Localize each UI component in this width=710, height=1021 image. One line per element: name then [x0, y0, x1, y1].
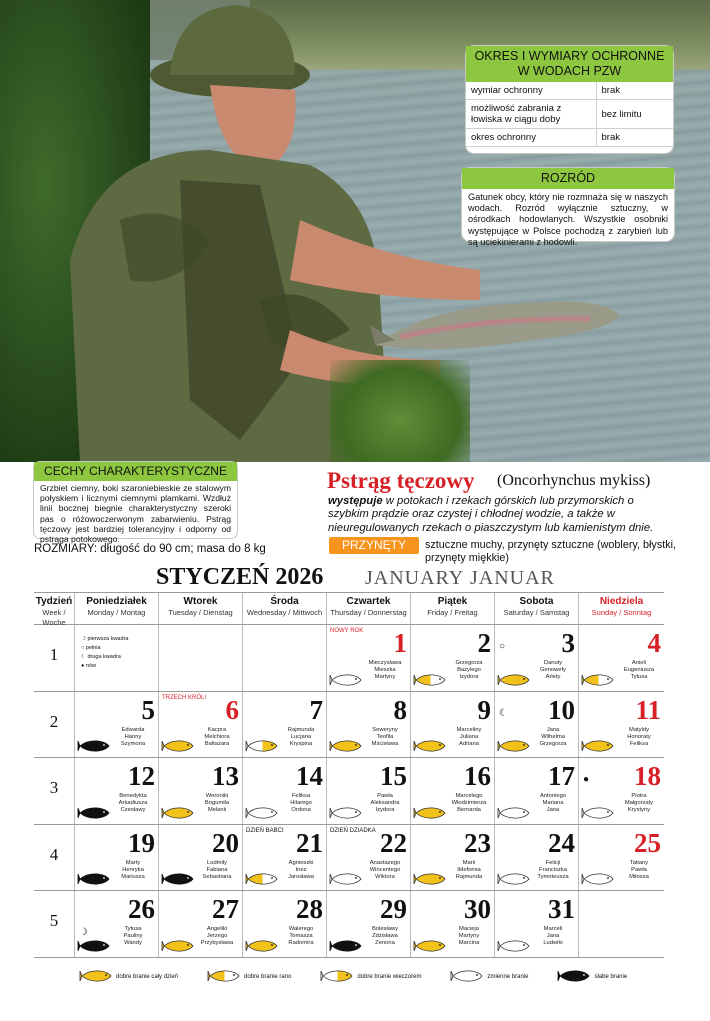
day-cell[interactable]	[495, 758, 579, 824]
name-day: Walerego Tomasza Radomira	[288, 926, 314, 946]
day-cell[interactable]	[495, 625, 579, 691]
day-cell[interactable]	[159, 625, 243, 691]
name-day: Agnieszki Inez Jarosława	[287, 859, 315, 880]
header-day-sub: Sunday / Sonntag	[591, 608, 652, 617]
name-day: Matyldy Honoraty Feliksa	[627, 726, 651, 747]
week-number: 1	[34, 625, 75, 691]
moon-legend-item: ○ pełnia	[81, 645, 101, 651]
day-number: 6	[225, 694, 239, 725]
calendar-header	[34, 592, 664, 625]
day-number: 16	[464, 761, 491, 791]
day-number: 26	[128, 894, 155, 924]
fish-latin-name: (Oncorhynchus mykiss)	[497, 472, 651, 489]
week-row	[34, 758, 664, 825]
name-day: Antoniego Mariana Jana	[539, 793, 567, 813]
header-day-sub: Monday / Montag	[87, 608, 146, 617]
day-number: 24	[548, 827, 575, 858]
legend-label: zmienne branie	[487, 974, 529, 980]
table-row	[466, 100, 673, 129]
header-cell	[159, 593, 243, 624]
name-day: Felicji Franciszka Tymoteusza	[537, 859, 569, 880]
header-cell	[34, 593, 75, 627]
foliage-bottom	[330, 360, 470, 462]
legend-label: dobre branie cały dzień	[116, 974, 179, 980]
header-cell	[411, 593, 495, 624]
name-day: Seweryny Teofila Mścisława	[371, 726, 399, 747]
name-day: Bolesławy Zdzisława Zenona	[371, 926, 399, 946]
name-day: Danuty Genowefy Arlety	[539, 660, 567, 680]
name-day: Grzegorza Bazylego Izydora	[455, 660, 483, 680]
fish-bite-icon	[162, 806, 194, 818]
day-number: 17	[548, 761, 575, 791]
fish-bite-icon	[162, 739, 194, 751]
fish-bite-icon	[414, 739, 446, 751]
fish-bite-icon	[78, 739, 110, 751]
name-day: Pawła Aleksandra Izydora	[370, 793, 400, 813]
name-day: Marceliny Juliana Adriana	[456, 726, 482, 747]
fish-bite-icon	[582, 739, 614, 751]
legend-label: dobre branie rano	[244, 974, 292, 980]
legend-label: dobre branie wieczorem	[357, 974, 422, 980]
day-cell[interactable]	[579, 825, 664, 891]
moon-legend	[81, 635, 128, 671]
habitat-text	[328, 495, 668, 535]
name-day: Tatiany Pawła Miłosza	[629, 859, 649, 880]
header-cell	[495, 593, 579, 624]
day-cell[interactable]	[159, 891, 243, 957]
fish-legend-icon	[451, 970, 483, 984]
name-day: Kacpra Melchiora Baltazara	[204, 726, 230, 747]
day-cell[interactable]	[495, 825, 579, 891]
fish-bite-icon	[582, 806, 614, 818]
header-cell	[579, 593, 664, 624]
habitat-keyword: występuje	[328, 495, 383, 507]
name-day: Edwarda Hanny Szymona	[120, 726, 146, 747]
holiday-label: NOWY ROK	[330, 628, 364, 634]
header-day-name: Poniedziałek	[86, 596, 147, 607]
day-cell[interactable]	[243, 625, 327, 691]
table-row	[466, 129, 673, 147]
spawning-text: Gatunek obcy, który nie rozmnaża się w naszych wodach. Rozród wyłącznie sztuczny, w ośrodkach hodowlanych. Wszystkie osobniki występujące w Polsce pochodzą z zarybień lub są uciekinierami z hodowli.	[468, 192, 668, 247]
day-number: 27	[212, 894, 239, 924]
fish-bite-icon	[498, 939, 530, 951]
legend-label: słabe branie	[594, 974, 628, 980]
name-day: Marcelego Włodzimierza Bernarda	[451, 793, 487, 813]
day-cell[interactable]	[243, 825, 327, 891]
day-number: 13	[212, 761, 239, 791]
name-day: Mieczysława Mieszka Martyny	[368, 660, 402, 680]
month-title-de: JANUAR	[470, 567, 555, 589]
moon-phase-icon: ○	[499, 641, 506, 652]
day-number: 1	[393, 628, 407, 658]
header-day-sub: Week / Woche	[42, 608, 66, 627]
name-day: Anieli Eugeniusza Tytusa	[623, 660, 655, 680]
fish-bite-icon	[330, 872, 362, 884]
day-number: 19	[128, 827, 155, 858]
day-cell[interactable]	[159, 758, 243, 824]
header-day-name: Sobota	[519, 596, 554, 607]
day-number: 3	[561, 628, 575, 658]
fish-bite-icon	[498, 806, 530, 818]
name-day: Benedykta Arkadiusza Czesławy	[118, 793, 148, 813]
fish-name: Pstrąg tęczowy	[327, 468, 475, 493]
fish-bite-icon	[78, 872, 110, 884]
header-cell	[243, 593, 327, 624]
month-title-en: JANUARY	[365, 567, 465, 589]
day-number: 5	[141, 694, 155, 725]
habitat-body: w potokach i rzekach górskich lub przymorskich o szybkim prądzie oraz czystej i chłodnej wodzie, a także w nieuregulowanych rzekach o piaszczystym lub kamienistym dnie.	[328, 495, 654, 534]
fish-bite-icon	[246, 806, 278, 818]
header-day-sub: Saturday / Samstag	[503, 608, 570, 617]
fish-bite-icon	[330, 739, 362, 751]
fishing-legend	[80, 970, 680, 984]
fish-bite-icon	[246, 939, 278, 951]
day-cell[interactable]	[327, 625, 411, 691]
name-day: Jana Wilhelma Grzegorza	[539, 726, 567, 747]
moon-legend-item: ☽ pierwsza kwadra	[81, 636, 129, 642]
name-day: Ludmiły Fabiana Sebastiana	[202, 859, 232, 880]
day-cell[interactable]	[327, 692, 411, 758]
day-cell[interactable]	[75, 891, 159, 957]
legend-item	[451, 970, 528, 984]
day-number: 7	[309, 694, 323, 725]
day-cell[interactable]	[411, 825, 495, 891]
fish-bite-icon	[582, 673, 614, 685]
name-day: Anastazego Wincentego Wiktora	[369, 859, 401, 880]
protection-box	[466, 46, 673, 153]
day-cell[interactable]	[159, 692, 243, 758]
legend-item	[321, 970, 421, 984]
features-text: Grzbiet ciemny, boki szaroniebieskie ze stalowym połyskiem i licznymi ciemnymi plamkami. Wzdłuż linii bocznej biegnie charakterystyczny szeroki pas o różowoczerwonym zabarwieniu. Pstrąg tęczowy jest bardziej tolerancyjny i odporny od pstrąga potokowego.	[40, 483, 231, 545]
day-cell[interactable]	[75, 825, 159, 891]
moon-legend-item: ☾ druga kwadra	[81, 654, 121, 660]
day-cell[interactable]	[243, 758, 327, 824]
table-row	[466, 82, 673, 100]
name-day: Marii Ildefonsa Rajmunda	[455, 859, 483, 880]
row-label: okres ochronny	[466, 129, 596, 147]
bait-label: PRZYNĘTY	[329, 537, 419, 554]
fish-legend-icon	[208, 970, 240, 984]
name-day: Weroniki Bogumiła Melanii	[204, 793, 230, 813]
day-cell[interactable]	[579, 891, 664, 957]
day-cell[interactable]	[579, 692, 664, 758]
header-day-name: Środa	[270, 596, 299, 607]
day-cell[interactable]	[75, 692, 159, 758]
fish-bite-icon	[498, 872, 530, 884]
day-cell[interactable]	[411, 891, 495, 957]
day-number: 31	[548, 894, 575, 924]
name-day: Angeliki Jerzego Przybysława	[200, 926, 234, 946]
size-info: ROZMIARY: długość do 90 cm; masa do 8 kg	[34, 543, 266, 555]
header-day-sub: Thursday / Donnerstag	[330, 608, 407, 617]
spawning-box	[462, 168, 674, 247]
fish-bite-icon	[498, 673, 530, 685]
protection-title: OKRES I WYMIARY OCHRONNE W WODACH PZW	[466, 46, 673, 82]
header-day-name: Tydzień	[35, 596, 73, 607]
legend-item	[208, 970, 291, 984]
day-cell[interactable]	[495, 692, 579, 758]
day-cell[interactable]	[411, 758, 495, 824]
fish-bite-icon	[330, 673, 362, 685]
header-day-name: Piątek	[437, 596, 468, 607]
moon-phase-icon: ☾	[499, 707, 508, 719]
fish-bite-icon	[78, 806, 110, 818]
header-day-name: Wtorek	[183, 596, 218, 607]
header-day-sub: Friday / Freitag	[427, 608, 478, 617]
day-number: 11	[635, 694, 661, 725]
header-cell	[327, 593, 411, 624]
bait-text: sztuczne muchy, przynęty sztuczne (woblery, błystki, przynęty miękkie)	[425, 539, 677, 564]
fish-bite-icon	[246, 739, 278, 751]
day-cell[interactable]	[411, 692, 495, 758]
calendar-grid	[34, 592, 664, 958]
week-row	[34, 825, 664, 892]
name-day: Marceli Jana Ludwiki	[543, 926, 563, 946]
day-number: 18	[634, 761, 661, 791]
fish-legend-icon	[558, 970, 590, 984]
row-value: brak	[596, 129, 673, 147]
moon-phase-icon: ●	[583, 774, 590, 785]
holiday-label: DZIEŃ DZIADKA	[330, 827, 376, 834]
legend-item	[558, 970, 627, 984]
fish-bite-icon	[330, 939, 362, 951]
name-day: Rajmunda Lucjana Kryspina	[287, 726, 315, 747]
day-number: 25	[634, 827, 661, 858]
name-day: Piotra Małgorzaty Krystyny	[624, 793, 654, 813]
fish-bite-icon	[414, 673, 446, 685]
day-cell[interactable]	[327, 758, 411, 824]
fish-bite-icon	[78, 939, 110, 951]
row-label: wymiar ochronny	[466, 82, 596, 100]
fishing-photo	[0, 0, 710, 462]
row-value: brak	[596, 82, 673, 100]
fish-legend-icon	[80, 970, 112, 984]
day-number: 4	[647, 628, 661, 658]
day-cell[interactable]	[75, 625, 159, 691]
header-day-sub: Wednesday / Mittwoch	[246, 608, 323, 617]
day-cell[interactable]	[495, 891, 579, 957]
month-title-pl: STYCZEŃ 2026	[156, 564, 324, 590]
holiday-label: TRZECH KRÓLI	[162, 694, 207, 701]
header-day-sub: Tuesday / Dienstag	[168, 608, 233, 617]
day-cell[interactable]	[327, 825, 411, 891]
day-number: 12	[128, 761, 155, 791]
protection-table	[466, 82, 673, 147]
trout-fish	[370, 285, 630, 365]
week-number: 5	[34, 891, 75, 957]
day-number: 29	[380, 894, 407, 924]
day-cell[interactable]	[327, 891, 411, 957]
fish-bite-icon	[330, 806, 362, 818]
moon-phase-icon: ☽	[79, 927, 88, 938]
week-number: 4	[34, 825, 75, 891]
name-day: Tytusa Pauliny Wandy	[123, 926, 143, 946]
day-number: 15	[380, 761, 407, 791]
spawning-title: ROZRÓD	[462, 168, 674, 189]
week-row	[34, 692, 664, 759]
day-cell[interactable]	[159, 825, 243, 891]
day-cell[interactable]	[411, 625, 495, 691]
moon-legend-item: ● nów	[81, 663, 96, 669]
day-number: 10	[548, 694, 575, 725]
day-number: 23	[464, 827, 491, 858]
day-number: 28	[296, 894, 323, 924]
day-number: 9	[477, 694, 491, 725]
day-cell[interactable]	[579, 625, 664, 691]
week-number: 3	[34, 758, 75, 824]
day-number: 2	[477, 628, 491, 658]
row-value: bez limitu	[596, 100, 673, 129]
day-number: 21	[296, 827, 323, 858]
name-day: Macieja Martyny Marcina	[458, 926, 480, 946]
week-row	[34, 625, 664, 692]
fish-bite-icon	[246, 872, 278, 884]
header-day-name: Czwartek	[346, 596, 391, 607]
day-number: 30	[464, 894, 491, 924]
fish-bite-icon	[414, 939, 446, 951]
fish-legend-icon	[321, 970, 353, 984]
day-cell[interactable]	[243, 891, 327, 957]
fish-bite-icon	[414, 806, 446, 818]
features-title: CECHY CHARAKTERYSTYCZNE	[34, 462, 237, 481]
week-number: 2	[34, 692, 75, 758]
features-box	[34, 462, 237, 545]
row-label: możliwość zabrania z łowiska w ciągu doby	[466, 100, 596, 129]
fish-bite-icon	[498, 739, 530, 751]
day-cell[interactable]	[75, 758, 159, 824]
calendar-body	[34, 625, 664, 958]
fish-bite-icon	[582, 872, 614, 884]
day-cell[interactable]	[579, 758, 664, 824]
legend-item	[80, 970, 178, 984]
fish-bite-icon	[414, 872, 446, 884]
header-day-name: Niedziela	[599, 596, 644, 607]
week-row	[34, 891, 664, 958]
fish-bite-icon	[162, 872, 194, 884]
day-number: 14	[296, 761, 323, 791]
name-day: Marty Henryka Mariusza	[121, 859, 145, 880]
header-cell	[75, 593, 159, 624]
day-cell[interactable]	[243, 692, 327, 758]
day-number: 20	[212, 827, 239, 858]
day-number: 8	[393, 694, 407, 725]
name-day: Feliksa Hilarego Ordona	[290, 793, 312, 813]
day-number: 22	[380, 827, 407, 858]
holiday-label: DZIEŃ BABCI	[246, 827, 284, 834]
fish-bite-icon	[162, 939, 194, 951]
